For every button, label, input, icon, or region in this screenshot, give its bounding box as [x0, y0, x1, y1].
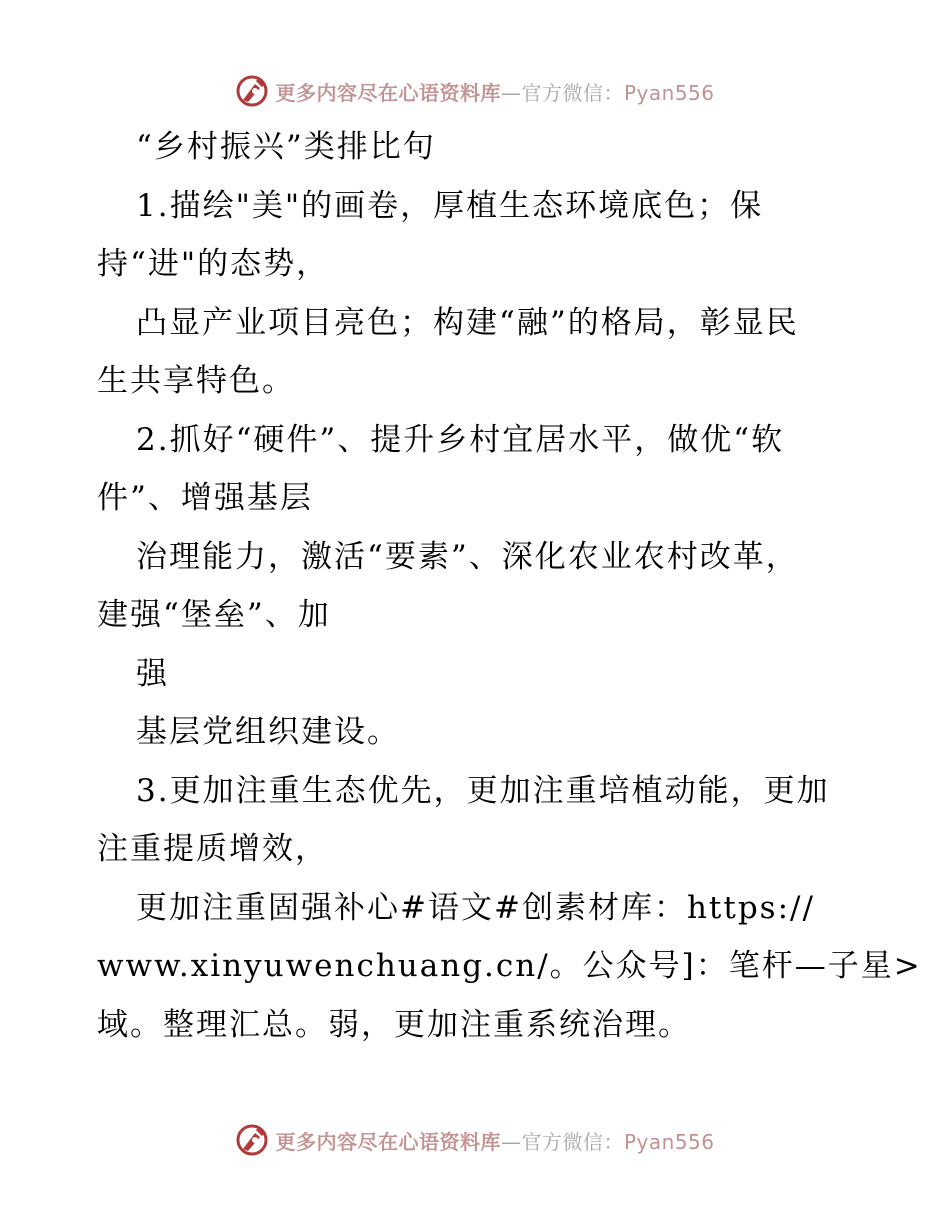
watermark-official-label: 官方微信： — [521, 1129, 624, 1154]
document-title: “乡村振兴”类排比句 — [136, 129, 436, 165]
text-line: 件”、增强基层 — [97, 480, 313, 516]
watermark-dash: — — [500, 1129, 522, 1154]
watermark-wechat-id: Pyan556 — [623, 1129, 715, 1154]
text-line: 强 — [136, 655, 169, 692]
watermark-brand: 更多内容尽在心语资料库 — [275, 80, 501, 105]
text-line: 生共享特色。 — [97, 363, 295, 399]
watermark-wechat-id: Pyan556 — [623, 80, 715, 105]
text-line: 1.描绘"美"的画卷，厚植生态环境底色；保 — [136, 187, 764, 224]
pen-nib-circle-icon — [235, 74, 269, 108]
text-line: 更加注重固强补心#语文#创素材库：https:// — [136, 889, 815, 926]
watermark-dash: — — [500, 80, 522, 105]
watermark-brand: 更多内容尽在心语资料库 — [275, 1129, 501, 1154]
text-line: 域。整理汇总。弱，更加注重系统治理。 — [97, 1006, 691, 1043]
header-watermark — [0, 71, 950, 111]
text-line: 3.更加注重生态优先，更加注重培植动能，更加 — [136, 772, 830, 809]
watermark-text — [275, 77, 714, 106]
watermark-text — [275, 1126, 714, 1155]
text-line: 2.抓好“硬件”、提升乡村宜居水平，做优“软 — [136, 421, 785, 458]
document-body — [97, 118, 922, 1054]
text-line: 建强“堡垒”、加 — [97, 597, 331, 633]
text-line: 注重提质增效， — [97, 831, 328, 867]
pen-nib-circle-icon — [235, 1123, 269, 1157]
text-line: www.xinyuwenchuang.cn/。公众号]：笔杆—子星> — [97, 948, 922, 984]
text-line: 持“进"的态势， — [97, 246, 330, 282]
watermark-official-label: 官方微信： — [521, 80, 624, 105]
text-line: 基层党组织建设。 — [136, 714, 400, 750]
footer-watermark — [0, 1120, 950, 1160]
text-line: 治理能力，激活“要素”、深化农业农村改革， — [136, 538, 799, 575]
text-line: 凸显产业项目亮色；构建“融”的格局，彰显民 — [136, 304, 799, 341]
